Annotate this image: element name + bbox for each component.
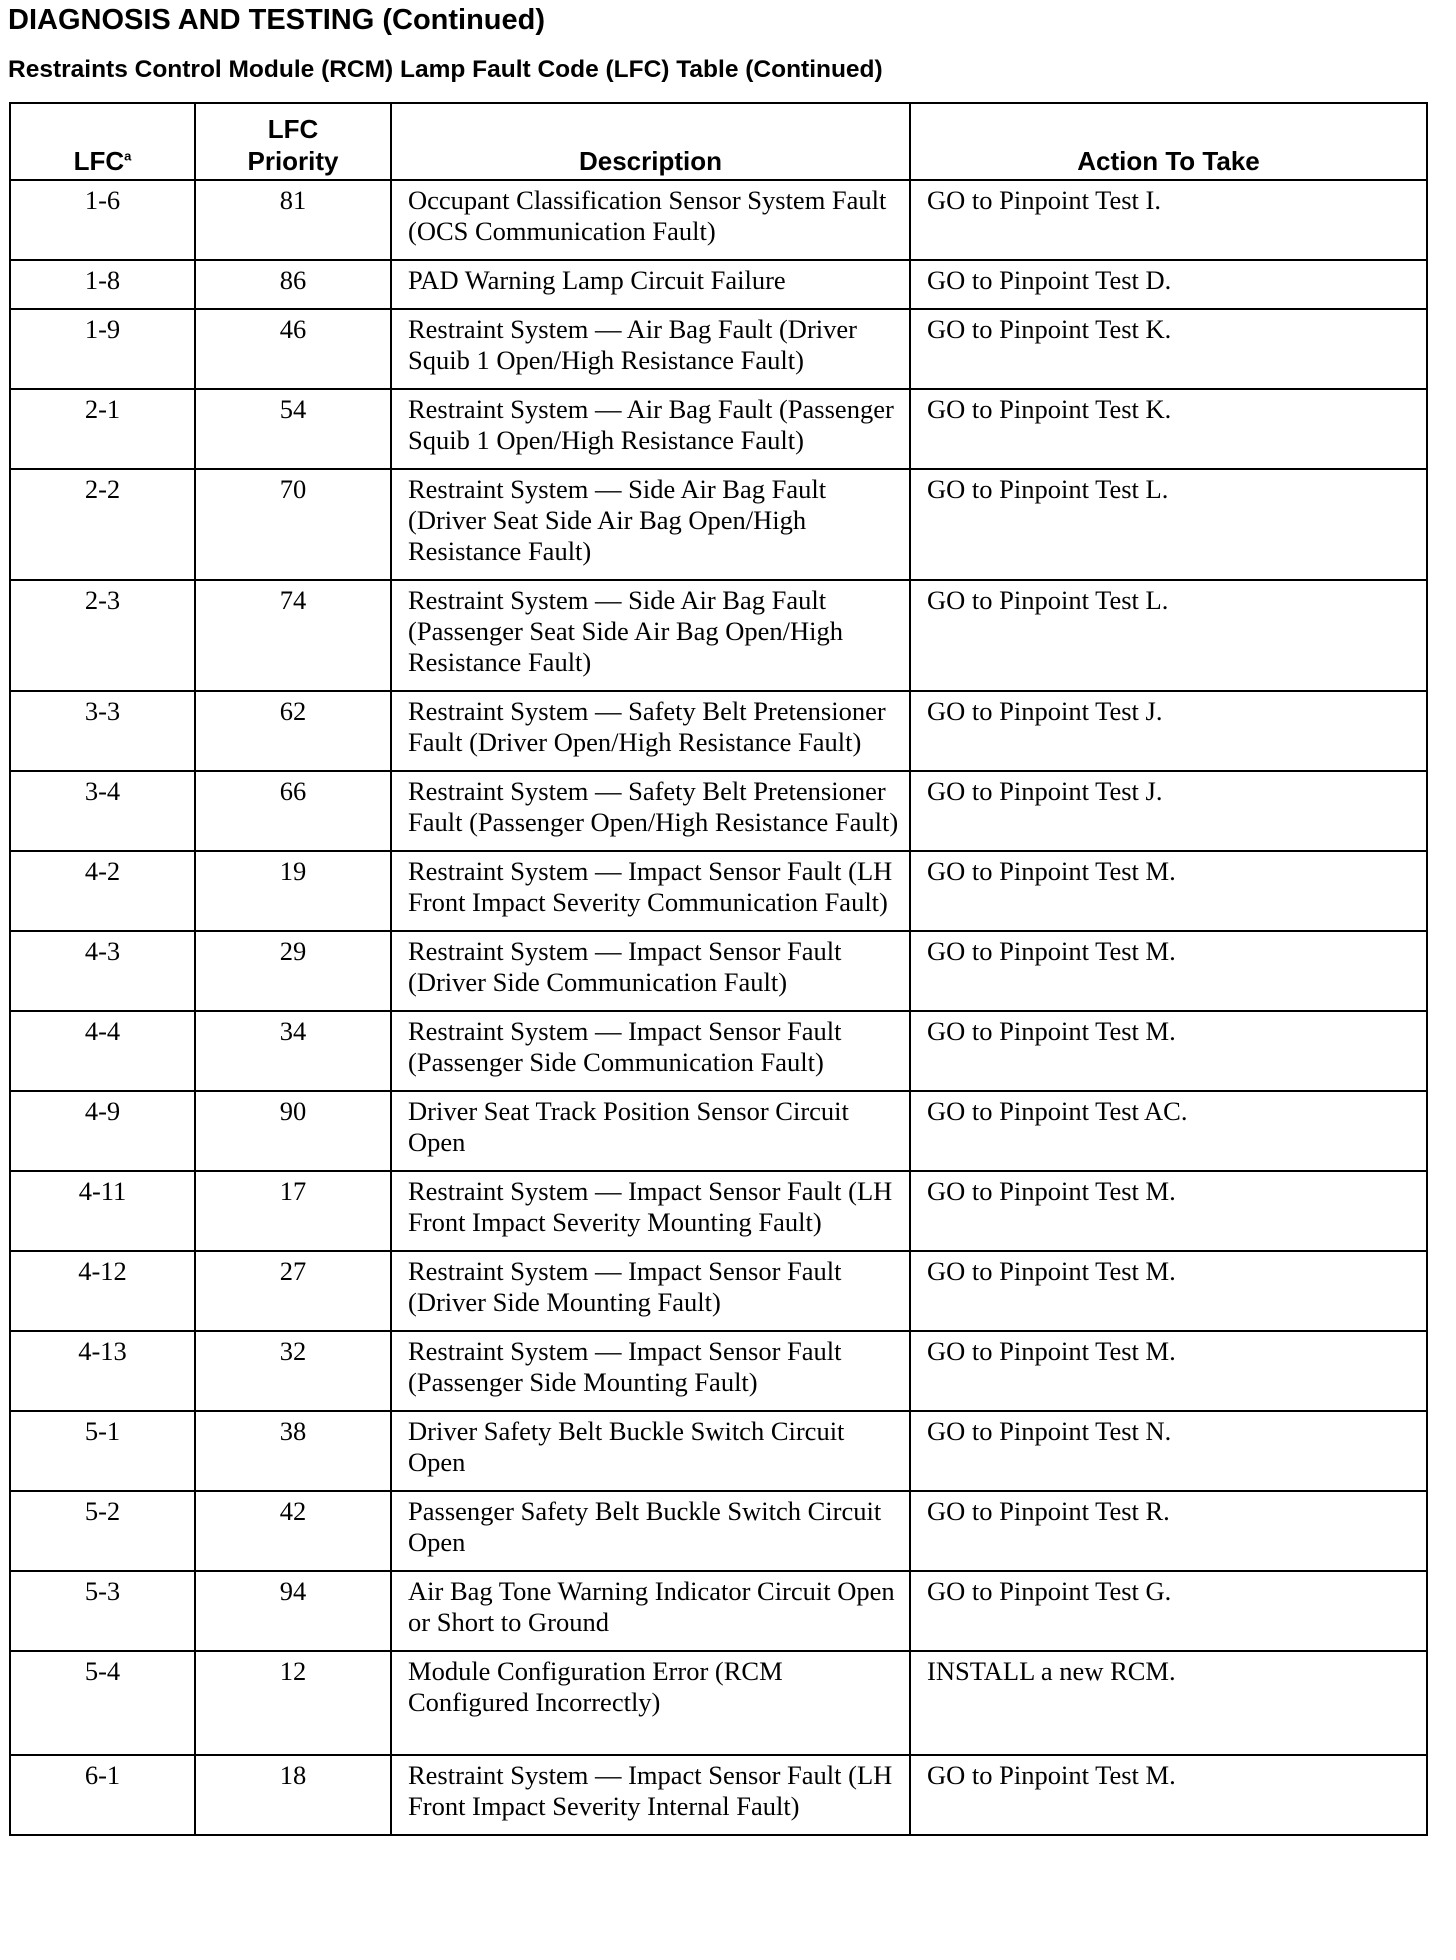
description-cell: Restraint System — Side Air Bag Fault (Passenger Seat Side Air Bag Open/High Resistance Fault) [391,580,910,691]
table-row [10,1091,1427,1171]
table-row [10,389,1427,469]
action-cell: GO to Pinpoint Test G. [910,1571,1427,1651]
action-cell: GO to Pinpoint Test L. [910,580,1427,691]
action-cell: GO to Pinpoint Test D. [910,260,1427,309]
lfc-code-cell: 5-2 [10,1491,195,1571]
table-row [10,1011,1427,1091]
table-row [10,309,1427,389]
table-row [10,771,1427,851]
lfc-code-cell: 2-1 [10,389,195,469]
lfc-priority-cell: 18 [195,1755,391,1835]
lfc-priority-cell: 46 [195,309,391,389]
description-cell: Restraint System — Air Bag Fault (Driver Squib 1 Open/High Resistance Fault) [391,309,910,389]
page-title: DIAGNOSIS AND TESTING (Continued) [8,4,546,36]
action-cell: GO to Pinpoint Test M. [910,1011,1427,1091]
table-row [10,931,1427,1011]
lfc-priority-cell: 74 [195,580,391,691]
table-title: Restraints Control Module (RCM) Lamp Fault Code (LFC) Table (Continued) [8,56,883,83]
description-cell: PAD Warning Lamp Circuit Failure [391,260,910,309]
footnote-marker: a [124,148,132,164]
action-cell: GO to Pinpoint Test K. [910,389,1427,469]
lfc-priority-cell: 94 [195,1571,391,1651]
table-row [10,1171,1427,1251]
description-cell: Restraint System — Impact Sensor Fault (Passenger Side Communication Fault) [391,1011,910,1091]
lfc-code-cell: 5-1 [10,1411,195,1491]
lfc-priority-cell: 70 [195,469,391,580]
lfc-priority-cell: 17 [195,1171,391,1251]
action-cell: GO to Pinpoint Test M. [910,1171,1427,1251]
description-cell: Restraint System — Safety Belt Pretensioner Fault (Driver Open/High Resistance Fault) [391,691,910,771]
table-row [10,1571,1427,1651]
description-cell: Restraint System — Air Bag Fault (Passenger Squib 1 Open/High Resistance Fault) [391,389,910,469]
lfc-code-cell: 4-9 [10,1091,195,1171]
lfc-code-cell: 1-6 [10,180,195,260]
table-row [10,180,1427,260]
table-row [10,580,1427,691]
action-cell: GO to Pinpoint Test M. [910,1251,1427,1331]
table-row [10,691,1427,771]
table-row [10,1331,1427,1411]
lfc-priority-cell: 42 [195,1491,391,1571]
lfc-priority-cell: 81 [195,180,391,260]
column-header-priority-line2: Priority [247,146,339,176]
lfc-priority-cell: 90 [195,1091,391,1171]
action-cell: GO to Pinpoint Test K. [910,309,1427,389]
lfc-priority-cell: 66 [195,771,391,851]
column-header-description: Description [391,103,910,180]
lfc-code-cell: 5-3 [10,1571,195,1651]
action-cell: GO to Pinpoint Test L. [910,469,1427,580]
description-cell: Restraint System — Impact Sensor Fault (Driver Side Communication Fault) [391,931,910,1011]
table-row [10,1251,1427,1331]
table-row [10,260,1427,309]
table-row [10,851,1427,931]
action-cell: GO to Pinpoint Test J. [910,691,1427,771]
table-header-row [10,103,1427,180]
column-header-priority-line1: LFC [267,114,319,144]
action-cell: GO to Pinpoint Test M. [910,851,1427,931]
description-cell: Air Bag Tone Warning Indicator Circuit Open or Short to Ground [391,1571,910,1651]
description-cell: Module Configuration Error (RCM Configured Incorrectly) [391,1651,910,1755]
description-cell: Restraint System — Impact Sensor Fault (LH Front Impact Severity Internal Fault) [391,1755,910,1835]
lfc-code-cell: 6-1 [10,1755,195,1835]
lfc-code-cell: 4-4 [10,1011,195,1091]
description-cell: Restraint System — Impact Sensor Fault (LH Front Impact Severity Communication Fault) [391,851,910,931]
lfc-code-cell: 4-2 [10,851,195,931]
lfc-priority-cell: 38 [195,1411,391,1491]
table-row [10,1651,1427,1755]
lfc-priority-cell: 19 [195,851,391,931]
lfc-priority-cell: 86 [195,260,391,309]
action-cell: GO to Pinpoint Test I. [910,180,1427,260]
description-cell: Restraint System — Safety Belt Pretensioner Fault (Passenger Open/High Resistance Fault) [391,771,910,851]
lfc-code-cell: 1-9 [10,309,195,389]
column-header-lfc [10,103,195,180]
lfc-code-cell: 4-12 [10,1251,195,1331]
lfc-priority-cell: 29 [195,931,391,1011]
action-cell: GO to Pinpoint Test AC. [910,1091,1427,1171]
table-row [10,1491,1427,1571]
action-cell: GO to Pinpoint Test M. [910,1755,1427,1835]
lfc-code-cell: 5-4 [10,1651,195,1755]
lfc-priority-cell: 62 [195,691,391,771]
lfc-code-cell: 3-3 [10,691,195,771]
table-row [10,1755,1427,1835]
lfc-priority-cell: 32 [195,1331,391,1411]
description-cell: Restraint System — Impact Sensor Fault (LH Front Impact Severity Mounting Fault) [391,1171,910,1251]
lfc-code-cell: 4-11 [10,1171,195,1251]
action-cell: GO to Pinpoint Test M. [910,1331,1427,1411]
table-row [10,469,1427,580]
table-row [10,1411,1427,1491]
lfc-code-cell: 3-4 [10,771,195,851]
description-cell: Occupant Classification Sensor System Fault (OCS Communication Fault) [391,180,910,260]
description-cell: Restraint System — Impact Sensor Fault (Driver Side Mounting Fault) [391,1251,910,1331]
lfc-priority-cell: 34 [195,1011,391,1091]
description-cell: Passenger Safety Belt Buckle Switch Circuit Open [391,1491,910,1571]
action-cell: GO to Pinpoint Test N. [910,1411,1427,1491]
action-cell: GO to Pinpoint Test J. [910,771,1427,851]
lfc-priority-cell: 54 [195,389,391,469]
action-cell: GO to Pinpoint Test M. [910,931,1427,1011]
column-header-priority [195,103,391,180]
action-cell: INSTALL a new RCM. [910,1651,1427,1755]
lfc-code-cell: 2-2 [10,469,195,580]
description-cell: Driver Safety Belt Buckle Switch Circuit Open [391,1411,910,1491]
lfc-code-cell: 2-3 [10,580,195,691]
description-cell: Driver Seat Track Position Sensor Circuit Open [391,1091,910,1171]
column-header-lfc-label: LFC [73,146,125,176]
lfc-priority-cell: 12 [195,1651,391,1755]
description-cell: Restraint System — Side Air Bag Fault (Driver Seat Side Air Bag Open/High Resistance Fault) [391,469,910,580]
description-cell: Restraint System — Impact Sensor Fault (Passenger Side Mounting Fault) [391,1331,910,1411]
action-cell: GO to Pinpoint Test R. [910,1491,1427,1571]
column-header-action: Action To Take [910,103,1427,180]
lfc-code-cell: 4-13 [10,1331,195,1411]
lfc-table [9,102,1428,1836]
lfc-code-cell: 1-8 [10,260,195,309]
lfc-code-cell: 4-3 [10,931,195,1011]
lfc-priority-cell: 27 [195,1251,391,1331]
